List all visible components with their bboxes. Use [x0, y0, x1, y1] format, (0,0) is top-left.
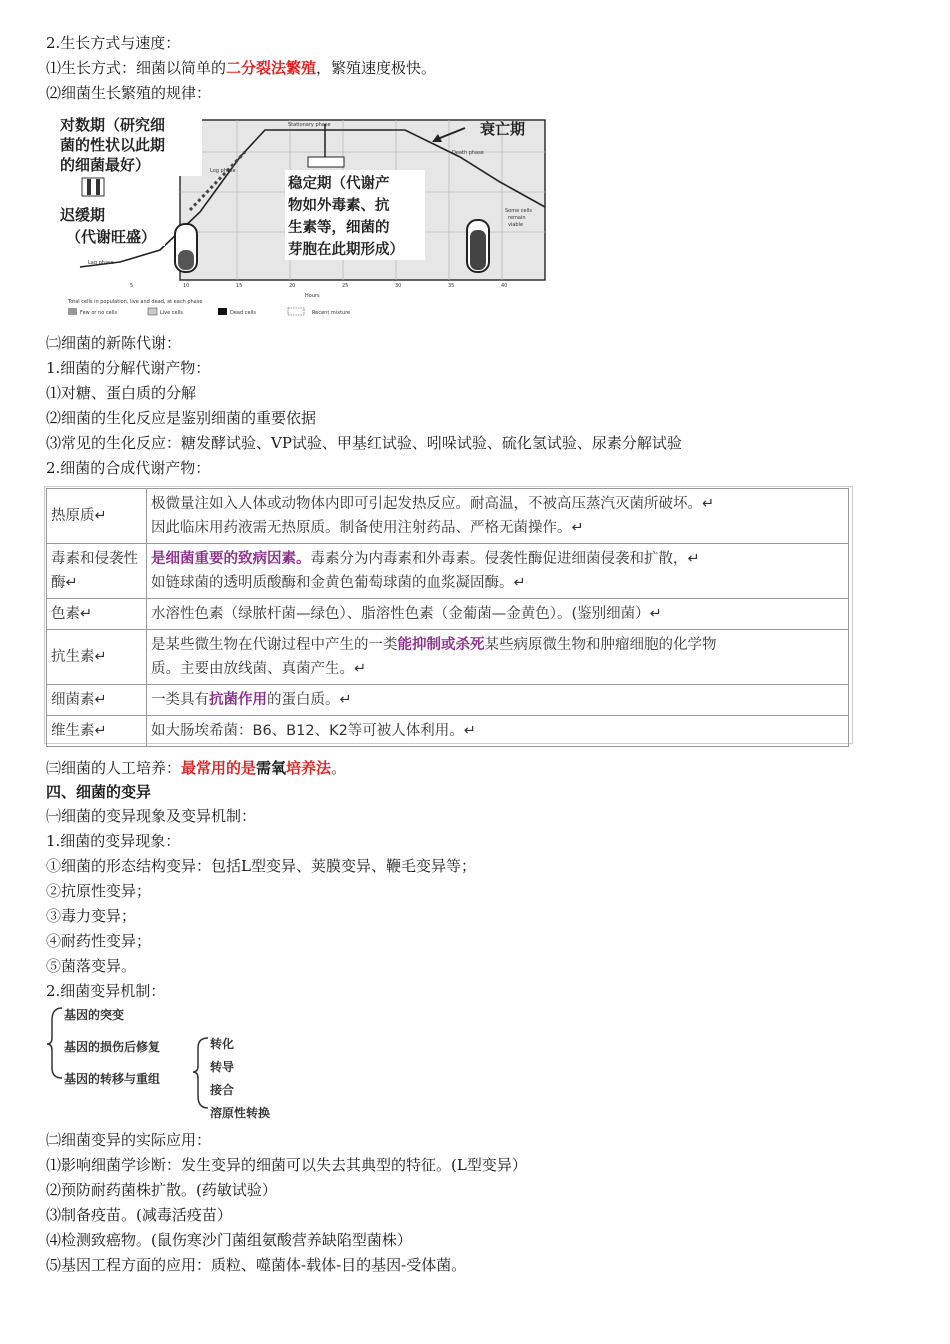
table-row: [47, 630, 849, 685]
log-small: Log phase: [210, 168, 236, 174]
some-cells-3: viable: [508, 222, 524, 228]
mechanism-sub: 转导: [210, 1060, 235, 1074]
mechanism-sub: 接合: [210, 1083, 235, 1097]
svg-text:Few or no cells: Few or no cells: [80, 310, 118, 316]
row-desc: 如大肠埃希菌：B6、B12、K2等可被人体利用。↵: [147, 716, 849, 747]
log-label-3: 的细菌最好）: [60, 156, 151, 174]
variation-mechanism-title: 2.细菌变异机制：: [46, 982, 166, 1000]
mechanism-sub: 转化: [210, 1037, 235, 1051]
decline-label: 衰亡期: [480, 120, 526, 138]
section-title-variation: 四、细菌的变异: [46, 783, 152, 801]
list-item: ④耐药性变异；: [46, 932, 152, 950]
mechanism-diagram: [46, 1000, 306, 1128]
synthesis-products-table: [46, 488, 849, 747]
row-desc: 是某些微生物在代谢过程中产生的一类能抑制或杀死某些病原微生物和肿瘤细胞的化学物 质。主要由放线菌、真菌产生。↵: [147, 630, 849, 685]
mechanism-sub: 溶原性转换: [210, 1106, 271, 1120]
catabolism-item-3: ⑶常见的生化反应：糖发酵试验、VP试验、甲基红试验、吲哚试验、硫化氢试验、尿素分解试验: [46, 434, 682, 452]
list-item: ①细菌的形态结构变异：包括L型变异、荚膜变异、鞭毛变异等；: [46, 857, 476, 875]
lag-label-1: 迟缓期: [60, 206, 106, 224]
table-row: [47, 599, 849, 630]
culture-line: ㈢细菌的人工培养：最常用的是需氧培养法。: [46, 759, 347, 777]
catabolism-item-1: ⑴对糖、蛋白质的分解: [46, 384, 197, 402]
table-row: [47, 685, 849, 716]
table-row: [47, 489, 849, 544]
section-title-growth: 2.生长方式与速度：: [46, 34, 181, 52]
lag-small: Lag phase: [88, 260, 114, 266]
svg-text:Dead cells: Dead cells: [230, 310, 256, 316]
table-row: [47, 544, 849, 599]
row-name: 色素↵: [47, 599, 147, 630]
list-item: ⑤菌落变异。: [46, 957, 137, 975]
svg-text:5 10 15 20 25: 5 10 15 20 25 30 35 40 Hours Total cells in population, live and dead, at each phase: [68, 283, 508, 305]
some-cells-1: Some cells: [505, 208, 532, 214]
catabolism-title: 1.细菌的分解代谢产物：: [46, 359, 211, 377]
list-item: ⑷检测致癌物。(鼠伤寒沙门菌组氨酸营养缺陷型菌株）: [46, 1231, 412, 1249]
row-name: 维生素↵: [47, 716, 147, 747]
list-item: ②抗原性变异；: [46, 882, 152, 900]
stationary-label-3: 生素等，细菌的: [288, 220, 390, 236]
row-desc: 是细菌重要的致病因素。毒素分为内毒素和外毒素。侵袭性酶促进细菌侵袭和扩散，↵ 如链球菌的透明质酸酶和金黄色葡萄球菌的血浆凝固酶。↵: [147, 544, 849, 599]
variation-subtitle: ㈠细菌的变异现象及变异机制：: [46, 807, 257, 825]
row-desc: 极微量注如入人体或动物体内即可引起发热反应。耐高温，不被高压蒸汽灭菌所破坏。↵ 因此临床用药液需无热原质。制备使用注射药品、严格无菌操作。↵: [147, 489, 849, 544]
catabolism-item-2: ⑵细菌的生化反应是鉴别细菌的重要依据: [46, 409, 317, 427]
death-small: Death phase: [452, 150, 484, 156]
lag-label-2: （代谢旺盛）: [66, 228, 157, 246]
log-label-2: 菌的性状以此期: [60, 136, 166, 154]
mechanism-main: 基因的突变: [64, 1008, 125, 1022]
row-name: 抗生素↵: [47, 630, 147, 685]
mechanism-main: 基因的转移与重组: [64, 1072, 161, 1086]
list-item: ③毒力变异；: [46, 907, 137, 925]
growth-mode-line: ⑴生长方式：细菌以简单的二分裂法繁殖，繁殖速度极快。: [46, 59, 437, 77]
anabolism-title: 2.细菌的合成代谢产物：: [46, 459, 211, 477]
row-name: 毒素和侵袭性酶↵: [47, 544, 147, 599]
stationary-small: Stationary phase: [288, 122, 331, 128]
svg-text:Recent mixture: Recent mixture: [312, 310, 351, 316]
list-item: ⑵预防耐药菌株扩散。(药敏试验）: [46, 1181, 277, 1199]
table-row: [47, 716, 849, 747]
stationary-label-1: 稳定期（代谢产: [288, 176, 390, 192]
row-desc: 水溶性色素（绿脓杆菌—绿色）、脂溶性色素（金葡菌—金黄色）。(鉴别细菌）↵: [147, 599, 849, 630]
tube-decline: [467, 220, 489, 272]
list-item: ⑸基因工程方面的应用：质粒、噬菌体-载体-目的基因-受体菌。: [46, 1256, 467, 1274]
row-desc: 一类具有抗菌作用的蛋白质。↵: [147, 685, 849, 716]
figure-caption: Total cells in population, live and dead, at each phase: [68, 299, 203, 305]
growth-curve-figure: [60, 112, 550, 324]
section-title-metabolism: ㈡细菌的新陈代谢：: [46, 334, 182, 352]
stationary-label-2: 物如外毒素、抗: [288, 198, 390, 214]
variation-phenomena-title: 1.细菌的变异现象：: [46, 832, 181, 850]
list-item: ⑶制备疫苗。(减毒活疫苗）: [46, 1206, 232, 1224]
growth-rule-line: ⑵细菌生长繁殖的规律：: [46, 84, 212, 102]
row-name: 细菌素↵: [47, 685, 147, 716]
svg-text:Live cells: Live cells: [160, 310, 184, 316]
some-cells-2: remain: [508, 215, 526, 221]
list-item: ⑴影响细菌学诊断：发生变异的细菌可以失去其典型的特征。(L型变异）: [46, 1156, 527, 1174]
tube-lag: [175, 224, 197, 272]
log-label-1: 对数期（研究细: [60, 116, 166, 134]
application-title: ㈡细菌变异的实际应用：: [46, 1131, 212, 1149]
mechanism-main: 基因的损伤后修复: [64, 1040, 161, 1054]
stationary-label-4: 芽胞在此期形成）: [288, 242, 404, 258]
row-name: 热原质↵: [47, 489, 147, 544]
